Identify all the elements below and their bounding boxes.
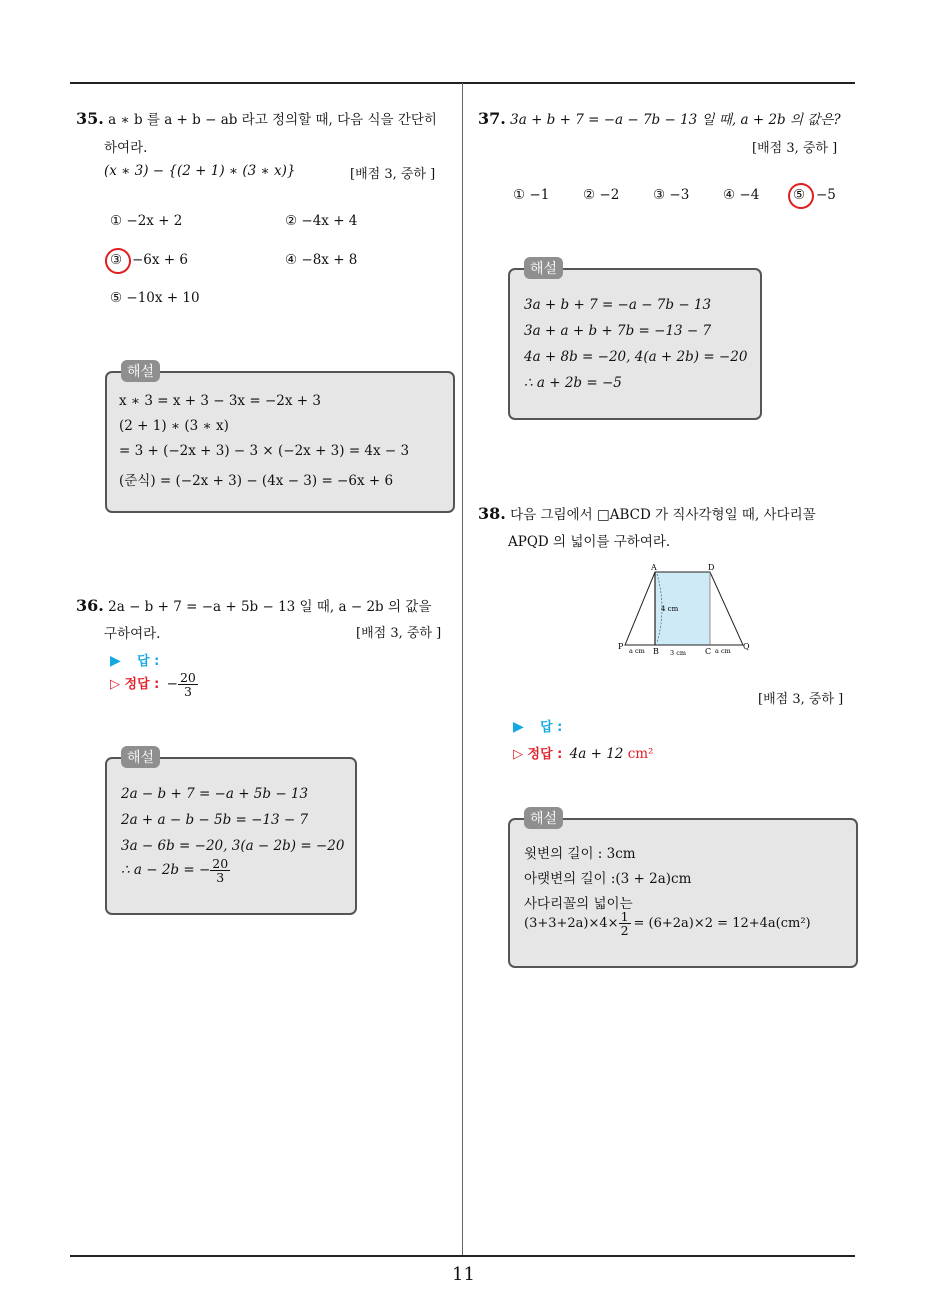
answer-label: 답 : xyxy=(540,720,563,735)
choice-1[interactable]: ① −2x + 2 xyxy=(110,213,183,229)
choice-3[interactable]: −6x + 6 xyxy=(132,252,188,268)
solution-line: (2 + 1) ∗ (3 ∗ x) xyxy=(119,418,229,434)
choice-4[interactable]: ④ −4 xyxy=(723,187,760,203)
solution-text: ∴ a − 2b = − xyxy=(121,862,211,879)
solution-text: = (6+2a)×2 = 12+4a(cm²) xyxy=(633,916,811,932)
label-q: Q xyxy=(743,642,750,651)
correct-unit: cm² xyxy=(627,746,654,762)
fraction-denominator: 3 xyxy=(183,684,192,700)
choice-5-marker[interactable]: ⑤ xyxy=(793,187,806,203)
correct-answer-row xyxy=(513,743,653,762)
fraction-numerator: 1 xyxy=(620,909,629,924)
question-text-cont: 구하여라. xyxy=(104,626,161,642)
solution-tag: 해설 xyxy=(121,746,160,768)
solution-line: = 3 + (−2x + 3) − 3 × (−2x + 3) = 4x − 3 xyxy=(119,443,410,459)
point-meta: [배점 3, 중하 ] xyxy=(752,141,838,156)
solution-box xyxy=(105,750,357,915)
choice-3-marker[interactable]: ③ xyxy=(110,252,123,268)
solution-fraction xyxy=(619,910,631,937)
solution-line: 3a + a + b + 7b = −13 − 7 xyxy=(524,323,712,339)
bottom-rule xyxy=(70,1255,855,1257)
solution-line: 윗변의 길이 : 3cm xyxy=(524,846,636,862)
question-text: 3a + b + 7 = −a − 7b − 13 일 때, a + 2b 의 값은? xyxy=(510,112,841,128)
answer-row xyxy=(513,716,562,735)
correct-label: ▷ 정답 : xyxy=(513,747,563,762)
solution-box xyxy=(105,364,455,513)
solution-text: (3+3+2a)×4× xyxy=(524,916,619,932)
question-text: 2a − b + 7 = −a + 5b − 13 일 때, a − 2b 의 값을 xyxy=(108,599,432,615)
question-number: 37. xyxy=(478,109,506,128)
question-36 xyxy=(76,595,456,615)
point-meta: [배점 3, 중하 ] xyxy=(758,692,844,707)
point-meta: [배점 3, 중하 ] xyxy=(350,167,436,182)
choice-5[interactable]: −5 xyxy=(816,187,836,203)
label-a: A xyxy=(651,563,657,572)
solution-box xyxy=(508,261,762,420)
solution-tag: 해설 xyxy=(524,807,563,829)
solution-line: 3a + b + 7 = −a − 7b − 13 xyxy=(524,297,712,313)
answer-circle-mark xyxy=(103,246,134,277)
fraction-numerator: 20 xyxy=(179,670,196,685)
question-number: 36. xyxy=(76,596,104,615)
label-left-base: a cm xyxy=(629,647,645,655)
correct-fraction xyxy=(178,671,198,698)
label-c: C xyxy=(705,647,712,656)
solution-line-final xyxy=(524,910,811,937)
play-icon: ▶ xyxy=(513,719,524,735)
solution-line: (준식) = (−2x + 3) − (4x − 3) = −6x + 6 xyxy=(119,473,394,489)
choice-2[interactable]: ② −4x + 4 xyxy=(285,213,358,229)
question-number: 38. xyxy=(478,504,506,523)
solution-box xyxy=(508,811,858,968)
choice-2[interactable]: ② −2 xyxy=(583,187,620,203)
label-mid-base: 3 cm xyxy=(670,649,687,657)
page-number: 11 xyxy=(452,1264,475,1285)
question-35 xyxy=(76,108,456,128)
column-divider xyxy=(462,83,463,1256)
solution-line: 2a − b + 7 = −a + 5b − 13 xyxy=(121,786,309,802)
answer-circle-mark xyxy=(786,181,817,212)
fraction-numerator: 20 xyxy=(212,856,229,871)
play-icon: ▶ xyxy=(110,653,121,669)
point-meta: [배점 3, 중하 ] xyxy=(356,626,442,641)
correct-sign: − xyxy=(166,676,178,693)
solution-line: 사다리꼴의 넓이는 xyxy=(524,896,633,912)
question-38 xyxy=(478,503,858,523)
fraction-denominator: 3 xyxy=(216,870,225,886)
trapezoid-figure xyxy=(615,560,755,660)
fraction-denominator: 2 xyxy=(620,923,629,939)
question-text-cont: 하여라. xyxy=(104,140,148,156)
choice-4[interactable]: ④ −8x + 8 xyxy=(285,252,358,268)
question-37 xyxy=(478,108,858,128)
solution-tag: 해설 xyxy=(121,360,160,382)
solution-line: x ∗ 3 = x + 3 − 3x = −2x + 3 xyxy=(119,393,321,409)
label-p: P xyxy=(618,642,624,651)
question-text: 다음 그림에서 □ABCD 가 직사각형일 때, 사다리꼴 xyxy=(510,507,816,523)
solution-line: 2a + a − b − 5b = −13 − 7 xyxy=(121,812,309,828)
label-d: D xyxy=(708,563,715,572)
choice-1[interactable]: ① −1 xyxy=(513,187,550,203)
solution-line: 3a − 6b = −20, 3(a − 2b) = −20 xyxy=(121,838,345,854)
solution-tag: 해설 xyxy=(524,257,563,279)
solution-line: ∴ a + 2b = −5 xyxy=(524,375,622,391)
question-text-cont: APQD 의 넓이를 구하여라. xyxy=(508,534,671,550)
correct-answer-row xyxy=(110,671,198,698)
question-number: 35. xyxy=(76,109,104,128)
answer-row xyxy=(110,650,159,669)
solution-line: 아랫변의 길이 :(3 + 2a)cm xyxy=(524,871,692,887)
choice-3[interactable]: ③ −3 xyxy=(653,187,690,203)
label-b: B xyxy=(653,647,659,656)
question-text: a ∗ b 를 a + b − ab 라고 정의할 때, 다음 식을 간단히 xyxy=(108,112,437,128)
correct-value: 4a + 12 xyxy=(569,746,624,762)
expression: (x ∗ 3) − {(2 + 1) ∗ (3 ∗ x)} xyxy=(104,163,296,179)
solution-line: 4a + 8b = −20, 4(a + 2b) = −20 xyxy=(524,349,748,365)
label-right-base: a cm xyxy=(715,647,731,655)
choice-5[interactable]: ⑤ −10x + 10 xyxy=(110,290,200,306)
solution-line-final xyxy=(121,857,230,884)
correct-label: ▷ 정답 : xyxy=(110,677,160,693)
label-height: 4 cm xyxy=(661,605,679,613)
answer-label: 답 : xyxy=(137,654,160,669)
solution-fraction xyxy=(210,857,230,884)
